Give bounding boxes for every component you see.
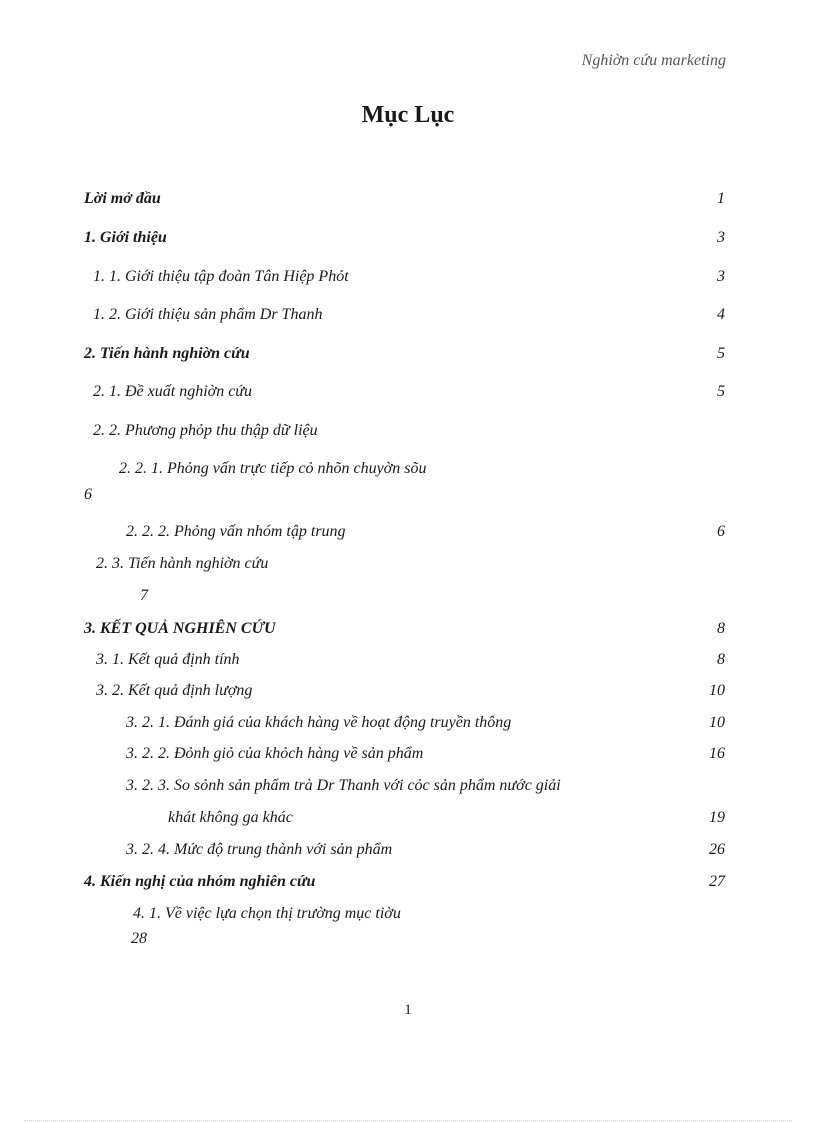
toc-entry-loi-mo-dau: Lời mở đầu xyxy=(84,190,161,207)
page-number: 1 xyxy=(404,1002,412,1018)
toc-entry-2-2-2: 2. 2. 2. Phỏng vấn nhóm tập trung xyxy=(126,523,346,540)
toc-page-4: 27 xyxy=(709,873,725,890)
toc-entry-3-2: 3. 2. Kết quả định lượng xyxy=(96,682,253,699)
toc-entry-3: 3. KẾT QUẢ NGHIÊN CỨU xyxy=(84,620,276,637)
toc-page-2-3: 7 xyxy=(140,587,148,604)
toc-entry-2-3: 2. 3. Tiến hành nghiờn cứu xyxy=(96,555,269,572)
toc-entry-1-1: 1. 1. Giới thiệu tập đoàn Tân Hiệp Phỏt xyxy=(93,268,349,285)
toc-entry-3-2-3-cont: khát không ga khác xyxy=(168,809,293,826)
toc-entry-3-1: 3. 1. Kết quả định tính xyxy=(96,651,240,668)
toc-page-4-1: 28 xyxy=(131,930,147,947)
toc-entry-3-2-1: 3. 2. 1. Đánh giá của khách hàng về hoạt động truyền thông xyxy=(126,714,512,731)
running-header: Nghiờn cứu marketing xyxy=(581,52,726,69)
toc-page-3-2-2: 16 xyxy=(709,745,725,762)
toc-entry-2-1: 2. 1. Đề xuất nghiờn cứu xyxy=(93,383,253,400)
toc-page-3-2-4: 26 xyxy=(709,841,725,858)
toc-page-3-2-3: 19 xyxy=(709,809,725,826)
toc-page-1: 3 xyxy=(717,229,725,246)
toc-page-2-2-2: 6 xyxy=(717,523,725,540)
toc-page-1-2: 4 xyxy=(717,306,725,323)
toc-entry-3-2-4: 3. 2. 4. Mức độ trung thành với sản phẩm xyxy=(126,841,393,858)
toc-entry-1-2: 1. 2. Giới thiệu sản phẩm Dr Thanh xyxy=(93,306,323,323)
toc-page-3-2: 10 xyxy=(709,682,725,699)
toc-entry-4-1: 4. 1. Về việc lựa chọn thị trường mục tiờu xyxy=(133,905,401,922)
toc-page-2-2-1: 6 xyxy=(84,486,92,503)
page-bottom-divider xyxy=(24,1120,792,1121)
toc-entry-2-2: 2. 2. Phương phỏp thu thập dữ liệu xyxy=(93,422,318,439)
toc-page-3-2-1: 10 xyxy=(709,714,725,731)
toc-page-2-1: 5 xyxy=(717,383,725,400)
toc-page-3-1: 8 xyxy=(717,651,725,668)
toc-entry-2: 2. Tiến hành nghiờn cứu xyxy=(84,345,250,362)
toc-page-2: 5 xyxy=(717,345,725,362)
toc-entry-2-2-1: 2. 2. 1. Phỏng vấn trực tiếp cỏ nhõn chuyờn sõu xyxy=(119,460,427,477)
toc-entry-1: 1. Giới thiệu xyxy=(84,229,167,246)
toc-page-loi-mo-dau: 1 xyxy=(717,190,725,207)
toc-entry-4: 4. Kiến nghị của nhóm nghiên cứu xyxy=(84,873,316,890)
page-title: Mục Lục xyxy=(361,102,455,128)
toc-entry-3-2-3: 3. 2. 3. So sỏnh sản phẩm trà Dr Thanh với cỏc sản phẩm nước giải xyxy=(126,777,561,794)
toc-page-1-1: 3 xyxy=(717,268,725,285)
toc-page-3: 8 xyxy=(717,620,725,637)
toc-entry-3-2-2: 3. 2. 2. Đỏnh giỏ của khỏch hàng về sản phẩm xyxy=(126,745,424,762)
